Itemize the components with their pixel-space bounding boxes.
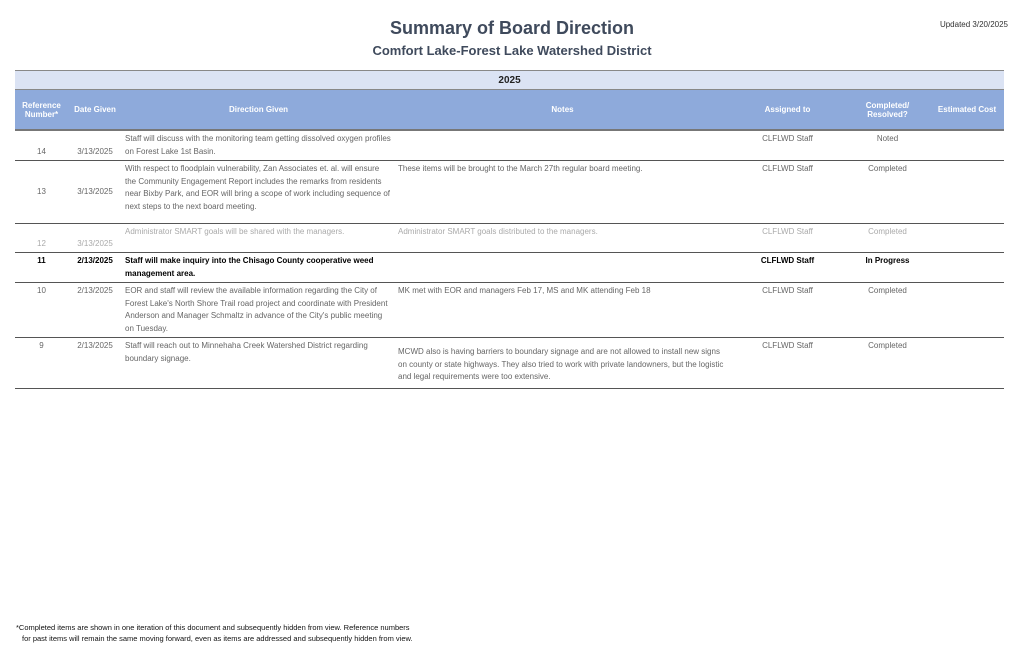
status-cell: Completed [845,283,930,338]
direction-cell: With respect to floodplain vulnerability, Zan Associates et. al. will ensure the Community Engagement Report includes the remarks from residents near Bixby Park, and EOR will bring a scope of work including sequence of next steps to the next board meeting. [122,161,395,224]
assigned-cell: CLFLWD Staff [730,253,845,283]
table-row [15,161,1004,224]
col-direction: Direction Given [122,90,395,131]
col-notes: Notes [395,90,730,131]
assigned-cell: CLFLWD Staff [730,283,845,338]
assigned-cell: CLFLWD Staff [730,338,845,389]
direction-cell: Staff will discuss with the monitoring team getting dissolved oxygen profiles on Forest Lake 1st Basin. [122,130,395,161]
cost-cell [930,224,1004,253]
date-cell: 3/13/2025 [68,130,122,161]
status-cell: Noted [845,130,930,161]
notes-cell [395,130,730,161]
assigned-cell: CLFLWD Staff [730,161,845,224]
direction-cell: Staff will make inquiry into the Chisago County cooperative weed management area. [122,253,395,283]
notes-cell: These items will be brought to the March 27th regular board meeting. [395,161,730,224]
table-row [15,283,1004,338]
cost-cell [930,283,1004,338]
footnote-line: for past items will remain the same moving forward, even as items are addressed and subsequently hidden from view. [22,634,413,643]
table-row [15,224,1004,253]
direction-cell: Staff will reach out to Minnehaha Creek Watershed District regarding boundary signage. [122,338,395,389]
assigned-cell: CLFLWD Staff [730,224,845,253]
status-cell: Completed [845,224,930,253]
cost-cell [930,253,1004,283]
ref-cell: 14 [15,130,68,161]
notes-cell [395,253,730,283]
date-cell: 2/13/2025 [68,283,122,338]
assigned-cell: CLFLWD Staff [730,130,845,161]
ref-cell: 12 [15,224,68,253]
page-subtitle: Comfort Lake-Forest Lake Watershed District [372,43,652,58]
cost-cell [930,161,1004,224]
ref-cell: 10 [15,283,68,338]
ref-cell: 9 [15,338,68,389]
ref-cell: 13 [15,161,68,224]
table-row [15,253,1004,283]
cost-cell [930,338,1004,389]
direction-cell: Administrator SMART goals will be shared with the managers. [122,224,395,253]
col-assigned: Assigned to [730,90,845,131]
board-direction-table [15,70,1004,389]
cost-cell [930,130,1004,161]
direction-cell: EOR and staff will review the available information regarding the City of Forest Lake's North Shore Trail road project and coordinate with President Anderson and Manager Schmaltz in advance of the City's public meeting on Tuesday. [122,283,395,338]
date-cell: 2/13/2025 [68,338,122,389]
col-cost: Estimated Cost [930,90,1004,131]
year-header: 2025 [15,71,1004,90]
date-cell: 2/13/2025 [68,253,122,283]
status-cell: Completed [845,338,930,389]
updated-date: Updated 3/20/2025 [939,20,1008,29]
col-status: Completed/ Resolved? [845,90,930,131]
notes-cell: MCWD also is having barriers to boundary signage and are not allowed to install new signs on county or state highways. They also tried to work with private landowners, but the logistic and legal requirements were too extensive. [395,338,730,389]
table-row [15,338,1004,389]
footnote [16,622,413,644]
status-cell: Completed [845,161,930,224]
notes-cell: Administrator SMART goals distributed to the managers. [395,224,730,253]
status-cell: In Progress [845,253,930,283]
ref-cell: 11 [15,253,68,283]
col-date: Date Given [68,90,122,131]
date-cell: 3/13/2025 [68,161,122,224]
date-cell: 3/13/2025 [68,224,122,253]
notes-cell: MK met with EOR and managers Feb 17, MS and MK attending Feb 18 [395,283,730,338]
table-row [15,130,1004,161]
page-title: Summary of Board Direction [389,18,635,38]
footnote-line: *Completed items are shown in one iteration of this document and subsequently hidden from view. Reference numbers [16,623,410,632]
column-headers [15,90,1004,131]
col-reference: Reference Number* [15,90,68,131]
